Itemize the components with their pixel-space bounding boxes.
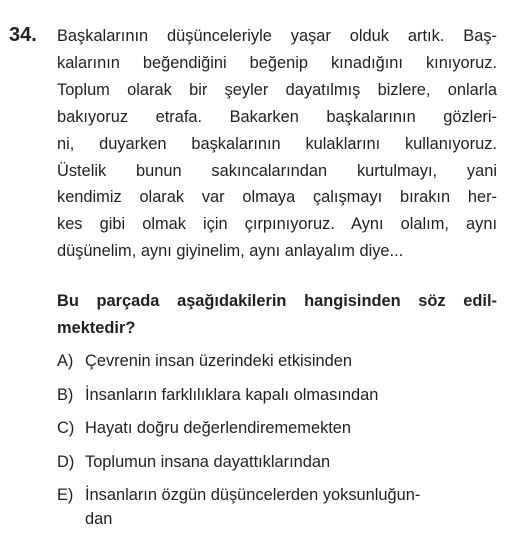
- passage-line: düşünelim, aynı giyinelim, aynı anlayalım diye...: [57, 242, 404, 261]
- option-line: dan: [85, 510, 113, 528]
- option-e[interactable]: [57, 483, 497, 531]
- prompt-line: Bu parçada aşağıdakilerin hangisinden söz edil-: [57, 292, 497, 310]
- option-line: Çevrenin insan üzerindeki etkisinden: [85, 352, 352, 370]
- option-line: İnsanların farklılıklara kapalı olmasından: [85, 385, 379, 404]
- option-b[interactable]: [57, 383, 497, 407]
- option-text: [85, 450, 497, 474]
- option-line: Toplumun insana dayattıklarından: [85, 452, 331, 471]
- option-letter: C): [57, 419, 75, 437]
- passage-line: Toplum olarak bir şeyler dayatılmış bizlere, onlarla: [57, 80, 497, 99]
- question-prompt: [57, 288, 497, 342]
- option-letter: E): [57, 486, 74, 504]
- option-letter: B): [57, 385, 74, 404]
- passage-line: bakıyoruz etrafa. Bakarken başkalarının gözleri-: [57, 107, 497, 126]
- passage-line: kendimiz olarak var olmaya çalışmayı bırakın her-: [57, 188, 497, 207]
- option-d[interactable]: [57, 450, 497, 474]
- passage-line: kes gibi olmak için çırpınıyoruz. Aynı olalım, aynı: [57, 215, 497, 234]
- option-line: İnsanların özgün düşüncelerden yoksunluğun-: [85, 486, 421, 504]
- option-text: [85, 349, 497, 373]
- option-line: Hayatı doğru değerlendirememekten: [85, 419, 352, 437]
- passage-line: ni, duyarken başkalarının kulaklarını kullanıyoruz.: [57, 134, 497, 153]
- prompt-line: mektedir?: [57, 319, 136, 337]
- option-letter: D): [57, 452, 75, 471]
- option-c[interactable]: [57, 416, 497, 440]
- answer-options: [57, 349, 497, 541]
- passage-line: kalarının beğendiğini beğenip kınadığını kınıyoruz.: [57, 53, 497, 72]
- passage-line: Üstelik bunun sakıncalarından kurtulmayı, yani: [57, 161, 497, 180]
- question-number: 34.: [9, 24, 37, 46]
- option-a[interactable]: [57, 349, 497, 373]
- passage-line: Başkalarının düşünceleriyle yaşar olduk artık. Baş-: [57, 27, 497, 45]
- option-text: [85, 383, 497, 407]
- option-text: [85, 416, 497, 440]
- option-letter: A): [57, 352, 74, 370]
- option-text: [85, 483, 497, 531]
- question-passage: [57, 23, 497, 265]
